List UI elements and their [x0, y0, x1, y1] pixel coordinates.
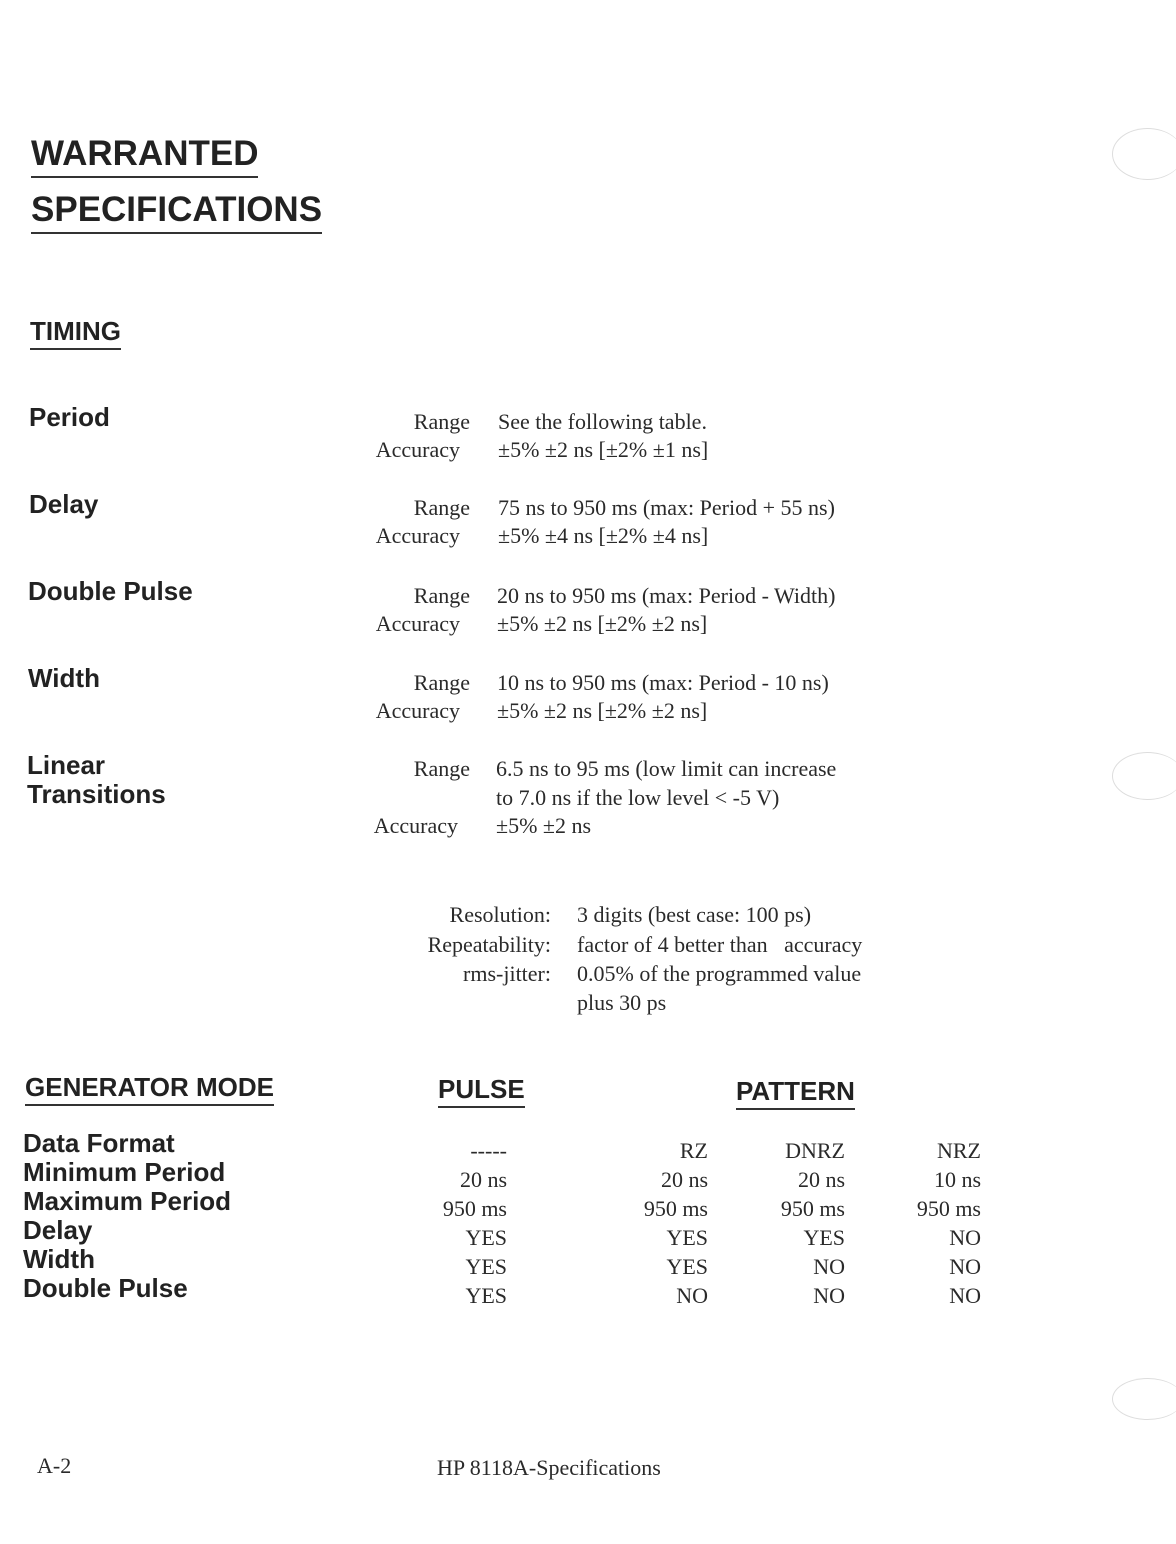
table-cell: YES	[666, 1225, 708, 1250]
table-cell: YES	[465, 1254, 507, 1279]
width-accuracy-value: ±5% ±2 ns [±2% ±2 ns]	[497, 698, 708, 723]
param-period: Period	[29, 402, 110, 432]
rms-jitter-value: 0.05% of the programmed value	[577, 961, 862, 986]
double-pulse-range-label: Range	[413, 583, 470, 608]
table-cell: -----	[470, 1138, 507, 1163]
generator-mode-row-labels	[23, 1129, 231, 1303]
table-cell: YES	[666, 1254, 708, 1279]
rz-column	[600, 1136, 708, 1310]
delay-range-value: 75 ns to 950 ms (max: Period + 55 ns)	[498, 495, 835, 520]
binder-hole-mark	[1112, 128, 1176, 180]
row-label-minimum-period: Minimum Period	[23, 1157, 226, 1187]
linear-range-label: Range	[413, 756, 470, 781]
footer-document-title: HP 8118A-Specifications	[437, 1455, 661, 1480]
table-cell: YES	[465, 1225, 507, 1250]
param-linear-label: Linear	[27, 750, 106, 780]
page-title	[31, 134, 322, 234]
delay-accuracy-value: ±5% ±4 ns [±2% ±4 ns]	[498, 523, 709, 548]
table-cell: 20 ns	[660, 1167, 708, 1192]
period-range-value: See the following table.	[498, 409, 707, 434]
table-cell: 950 ms	[442, 1196, 507, 1221]
row-label-width: Width	[23, 1244, 95, 1274]
table-cell: DNRZ	[785, 1138, 845, 1163]
table-cell: 950 ms	[780, 1196, 845, 1221]
repeatability-value: factor of 4 better than accuracy	[577, 932, 863, 957]
pulse-heading: PULSE	[438, 1074, 525, 1108]
param-double-pulse: Double Pulse	[28, 576, 193, 606]
generator-mode-heading: GENERATOR MODE	[25, 1072, 274, 1106]
table-cell: YES	[803, 1225, 845, 1250]
table-cell: 950 ms	[916, 1196, 981, 1221]
double-pulse-range-value: 20 ns to 950 ms (max: Period - Width)	[497, 583, 836, 608]
pattern-heading: PATTERN	[736, 1076, 855, 1110]
table-cell: YES	[465, 1283, 507, 1308]
param-linear-transitions	[27, 751, 166, 809]
table-cell: 10 ns	[933, 1167, 981, 1192]
title-line-2: SPECIFICATIONS	[31, 190, 322, 234]
table-cell: NRZ	[937, 1138, 981, 1163]
rms-jitter-value-cont: plus 30 ps	[577, 990, 667, 1015]
rms-jitter-label: rms-jitter:	[463, 961, 551, 986]
resolution-label: Resolution:	[449, 902, 551, 927]
width-range-label: Range	[413, 670, 470, 695]
double-pulse-accuracy-label: Accuracy	[375, 611, 460, 636]
row-label-double-pulse: Double Pulse	[23, 1273, 188, 1303]
table-cell: NO	[949, 1283, 981, 1308]
period-range-label: Range	[413, 409, 470, 434]
param-delay: Delay	[29, 489, 99, 519]
row-label-data-format: Data Format	[23, 1128, 175, 1158]
linear-range-value-cont: to 7.0 ns if the low level < -5 V)	[496, 785, 780, 810]
title-line-1: WARRANTED	[31, 134, 258, 178]
page-number: A-2	[37, 1453, 72, 1478]
row-label-maximum-period: Maximum Period	[23, 1186, 232, 1216]
pulse-column	[400, 1136, 507, 1310]
table-cell: NO	[949, 1225, 981, 1250]
table-cell: RZ	[679, 1138, 708, 1163]
period-accuracy-value: ±5% ±2 ns [±2% ±1 ns]	[498, 437, 709, 462]
table-cell: NO	[813, 1283, 845, 1308]
resolution-value: 3 digits (best case: 100 ps)	[577, 902, 812, 927]
width-accuracy-label: Accuracy	[375, 698, 460, 723]
nrz-column	[880, 1136, 981, 1310]
delay-accuracy-label: Accuracy	[375, 523, 460, 548]
table-cell: 950 ms	[643, 1196, 708, 1221]
param-transitions-label: Transitions	[27, 779, 166, 809]
binder-hole-mark	[1112, 1378, 1176, 1420]
delay-range-label: Range	[413, 495, 470, 520]
width-range-value: 10 ns to 950 ms (max: Period - 10 ns)	[497, 670, 829, 695]
dnrz-column	[740, 1136, 845, 1310]
binder-hole-mark	[1112, 752, 1176, 800]
linear-accuracy-value: ±5% ±2 ns	[496, 813, 592, 838]
linear-range-value: 6.5 ns to 95 ms (low limit can increase	[496, 756, 837, 781]
table-cell: NO	[813, 1254, 845, 1279]
linear-accuracy-label: Accuracy	[373, 813, 458, 838]
row-label-delay: Delay	[23, 1215, 93, 1245]
timing-heading: TIMING	[30, 316, 121, 350]
param-width: Width	[28, 663, 100, 693]
double-pulse-accuracy-value: ±5% ±2 ns [±2% ±2 ns]	[497, 611, 708, 636]
table-cell: NO	[949, 1254, 981, 1279]
repeatability-label: Repeatability:	[427, 932, 551, 957]
table-cell: NO	[676, 1283, 708, 1308]
table-cell: 20 ns	[797, 1167, 845, 1192]
table-cell: 20 ns	[459, 1167, 507, 1192]
period-accuracy-label: Accuracy	[375, 437, 460, 462]
